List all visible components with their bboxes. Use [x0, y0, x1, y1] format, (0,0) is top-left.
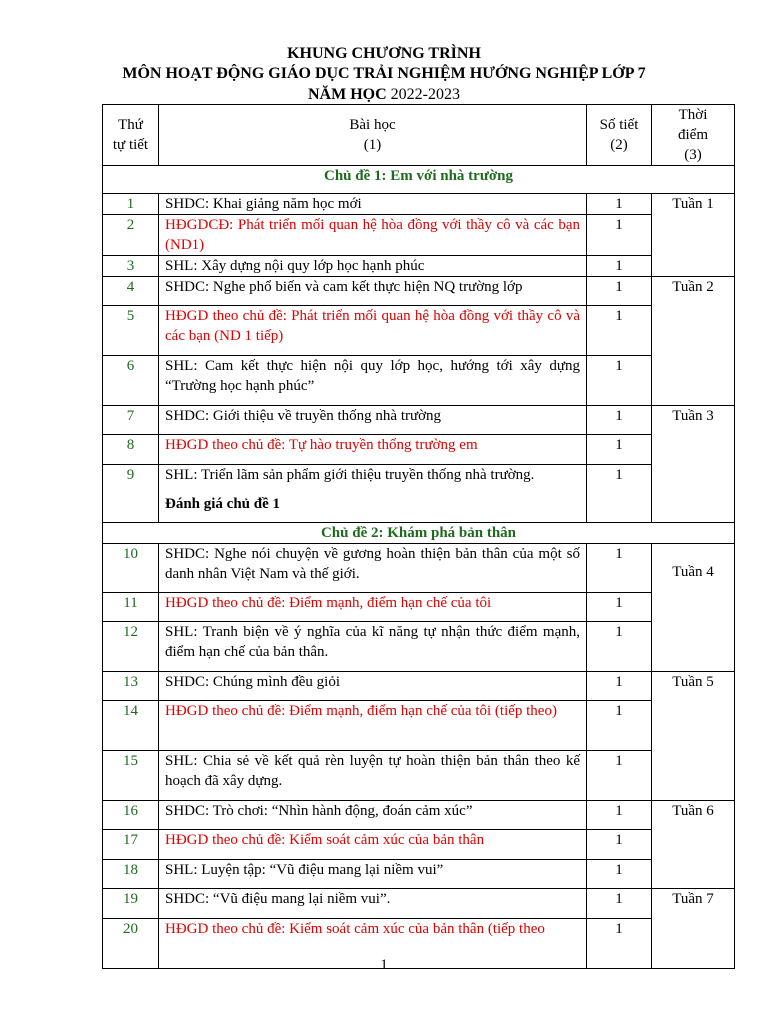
period-count: 1 — [587, 544, 652, 593]
week-cell: Tuần 1 — [652, 194, 735, 277]
period-count: 1 — [587, 919, 652, 969]
period-number: 1 — [103, 194, 159, 215]
period-number: 17 — [103, 830, 159, 860]
period-number: 14 — [103, 701, 159, 751]
lesson-text: SHL: Tranh biện về ý nghĩa của kĩ năng tự nhận thức điểm mạnh, điểm hạn chế của bản thân. — [159, 622, 587, 672]
period-number: 8 — [103, 435, 159, 465]
table-row — [103, 356, 735, 406]
period-number: 12 — [103, 622, 159, 672]
theme-evaluation: Đánh giá chủ đề 1 — [165, 496, 281, 512]
period-count: 1 — [587, 465, 652, 523]
doc-title: KHUNG CHƯƠNG TRÌNH — [287, 45, 481, 62]
page-number: 1 — [380, 957, 388, 973]
week-cell: Tuần 4 — [652, 544, 735, 672]
theme-row — [103, 523, 735, 544]
lesson-text: SHDC: Giới thiệu về truyền thống nhà trường — [159, 406, 587, 435]
table-row — [103, 406, 735, 435]
table-row — [103, 701, 735, 751]
lesson-text — [159, 465, 587, 523]
lesson-text: HĐGD theo chủ đề: Điểm mạnh, điểm hạn chế của tôi (tiếp theo) — [159, 701, 587, 751]
program-table — [102, 104, 735, 969]
period-count: 1 — [587, 860, 652, 889]
lesson-text: HĐGD theo chủ đề: Tự hào truyền thống trường em — [159, 435, 587, 465]
table-header-row — [103, 105, 735, 166]
week-cell: Tuần 5 — [652, 672, 735, 801]
period-number: 9 — [103, 465, 159, 523]
week-cell: Tuần 2 — [652, 277, 735, 406]
period-number: 16 — [103, 801, 159, 830]
period-count: 1 — [587, 889, 652, 919]
period-number: 18 — [103, 860, 159, 889]
table-row — [103, 256, 735, 277]
period-count: 1 — [587, 801, 652, 830]
period-count: 1 — [587, 622, 652, 672]
lesson-text: SHL: Luyện tập: “Vũ điệu mang lại niềm vui” — [159, 860, 587, 889]
period-number: 3 — [103, 256, 159, 277]
lesson-text: SHDC: Trò chơi: “Nhìn hành động, đoán cảm xúc” — [159, 801, 587, 830]
period-count: 1 — [587, 256, 652, 277]
period-count: 1 — [587, 830, 652, 860]
week-cell: Tuần 3 — [652, 406, 735, 523]
school-year: NĂM HỌC 2022-2023 — [308, 86, 460, 103]
period-number: 15 — [103, 751, 159, 801]
period-count: 1 — [587, 194, 652, 215]
table-row — [103, 860, 735, 889]
table-row — [103, 306, 735, 356]
table-row — [103, 593, 735, 622]
period-count: 1 — [587, 672, 652, 701]
lesson-text: HĐGD theo chủ đề: Phát triển mối quan hệ hòa đồng với thầy cô và các bạn (ND 1 tiếp) — [159, 306, 587, 356]
period-number: 7 — [103, 406, 159, 435]
doc-subtitle: MÔN HOẠT ĐỘNG GIÁO DỤC TRẢI NGHIỆM HƯỚNG NGHIỆP LỚP 7 — [122, 65, 646, 82]
period-count: 1 — [587, 435, 652, 465]
table-row — [103, 544, 735, 593]
table-row — [103, 194, 735, 215]
lesson-text: HĐGD theo chủ đề: Kiểm soát cảm xúc của bản thân (tiếp theo — [159, 919, 587, 969]
lesson-text: SHL: Cam kết thực hiện nội quy lớp học, hướng tới xây dựng “Trường học hạnh phúc” — [159, 356, 587, 406]
lesson-text: HĐGDCĐ: Phát triển mối quan hệ hòa đồng với thầy cô và các bạn (ND1) — [159, 215, 587, 256]
lesson-text: SHDC: “Vũ điệu mang lại niềm vui”. — [159, 889, 587, 919]
table-row — [103, 830, 735, 860]
period-number: 11 — [103, 593, 159, 622]
table-row — [103, 215, 735, 256]
period-number: 13 — [103, 672, 159, 701]
period-number: 4 — [103, 277, 159, 306]
period-number: 20 — [103, 919, 159, 969]
period-count: 1 — [587, 306, 652, 356]
table-row — [103, 435, 735, 465]
lesson-text: SHL: Chia sẻ về kết quả rèn luyện tự hoàn thiện bản thân theo kế hoạch đã xây dựng. — [159, 751, 587, 801]
period-number: 6 — [103, 356, 159, 406]
col-time-header: Thời điểm (3) — [652, 105, 735, 166]
table-row — [103, 801, 735, 830]
col-order-header: Thứ tự tiết — [103, 105, 159, 166]
col-lesson-header: Bài học (1) — [159, 105, 587, 166]
col-periods-header: Số tiết (2) — [587, 105, 652, 166]
period-count: 1 — [587, 356, 652, 406]
period-count: 1 — [587, 701, 652, 751]
table-row — [103, 277, 735, 306]
theme-2-title: Chủ đề 2: Khám phá bản thân — [103, 523, 735, 544]
period-count: 1 — [587, 593, 652, 622]
period-number: 19 — [103, 889, 159, 919]
lesson-text: SHDC: Khai giảng năm học mới — [159, 194, 587, 215]
table-row — [103, 751, 735, 801]
lesson-text: SHL: Xây dựng nội quy lớp học hạnh phúc — [159, 256, 587, 277]
table-row — [103, 465, 735, 523]
lesson-text: HĐGD theo chủ đề: Kiểm soát cảm xúc của bản thân — [159, 830, 587, 860]
lesson-text: SHDC: Chúng mình đều giỏi — [159, 672, 587, 701]
lesson-text: SHDC: Nghe phổ biến và cam kết thực hiện NQ trường lớp — [159, 277, 587, 306]
period-number: 10 — [103, 544, 159, 593]
table-row — [103, 889, 735, 919]
table-row — [103, 622, 735, 672]
period-count: 1 — [587, 751, 652, 801]
lesson-text: SHDC: Nghe nói chuyện về gương hoàn thiện bản thân của một số danh nhân Việt Nam và thế giới. — [159, 544, 587, 593]
period-number: 2 — [103, 215, 159, 256]
period-number: 5 — [103, 306, 159, 356]
period-count: 1 — [587, 277, 652, 306]
period-count: 1 — [587, 215, 652, 256]
week-cell: Tuần 6 — [652, 801, 735, 889]
lesson-line: SHL: Triển lãm sản phẩm giới thiệu truyền thống nhà trường. — [165, 467, 535, 483]
period-count: 1 — [587, 406, 652, 435]
table-row — [103, 672, 735, 701]
theme-row — [103, 166, 735, 194]
theme-1-title: Chủ đề 1: Em với nhà trường — [103, 166, 735, 194]
week-cell: Tuần 7 — [652, 889, 735, 969]
lesson-text: HĐGD theo chủ đề: Điểm mạnh, điểm hạn chế của tôi — [159, 593, 587, 622]
